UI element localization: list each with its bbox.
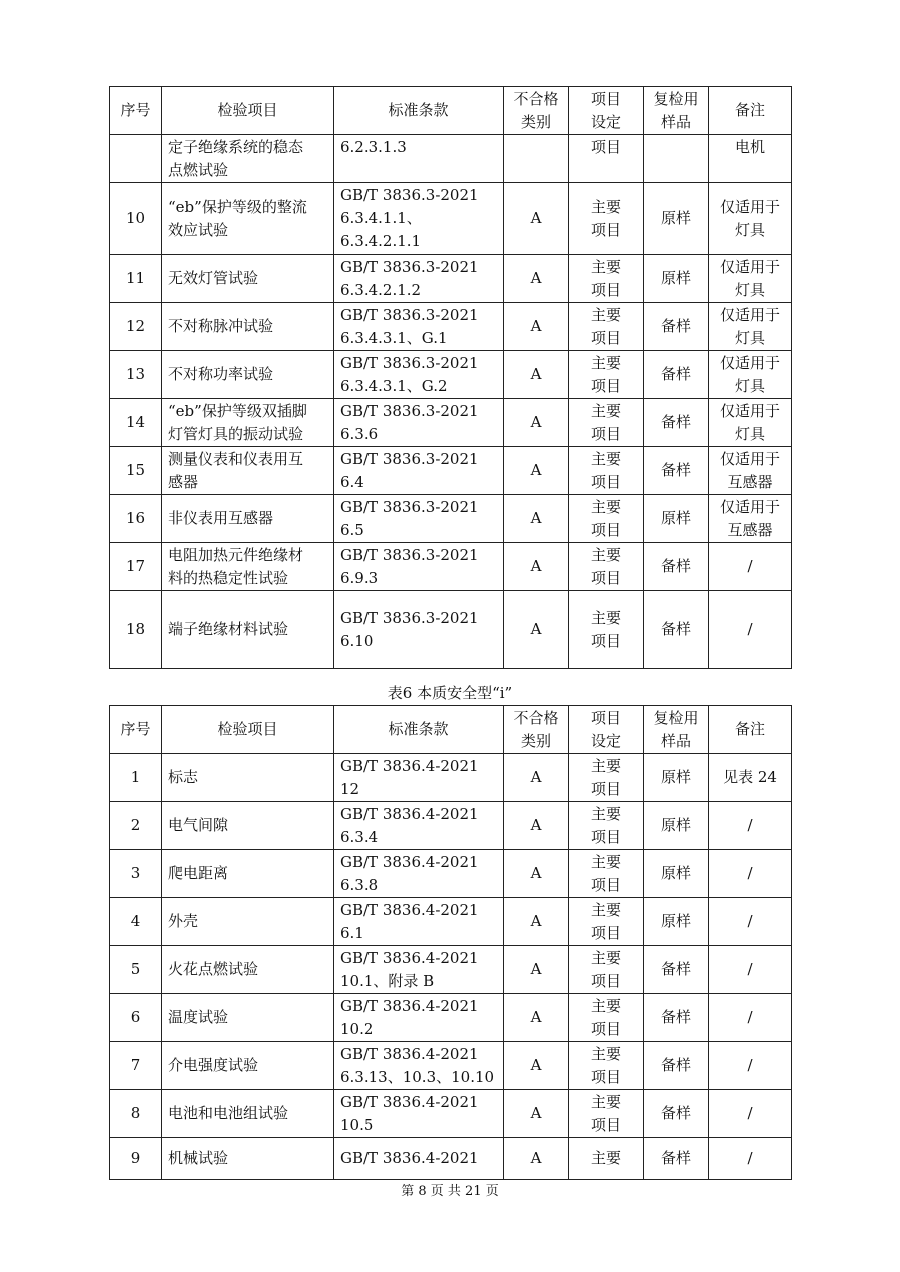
cell-clause: GB/T 3836.4-2021 10.2 <box>334 994 504 1042</box>
cell-setting: 主要 项目 <box>569 754 644 802</box>
cell-no: 9 <box>110 1138 162 1180</box>
cell-clause: GB/T 3836.3-2021 6.9.3 <box>334 543 504 591</box>
cell-setting: 主要 项目 <box>569 994 644 1042</box>
cell-no: 16 <box>110 495 162 543</box>
cell-setting: 主要 <box>569 1138 644 1180</box>
cell-category: A <box>504 850 569 898</box>
cell-sample: 原样 <box>644 898 709 946</box>
cell-sample: 原样 <box>644 754 709 802</box>
cell-remark: 仅适用于 灯具 <box>709 255 792 303</box>
cell-clause: GB/T 3836.3-2021 6.3.6 <box>334 399 504 447</box>
cell-item: 无效灯管试验 <box>162 255 334 303</box>
cell-no: 2 <box>110 802 162 850</box>
header-item: 检验项目 <box>162 706 334 754</box>
cell-no: 12 <box>110 303 162 351</box>
cell-category: A <box>504 1090 569 1138</box>
cell-remark: 电机 <box>709 135 792 183</box>
intrinsic-safety-table <box>109 705 792 1180</box>
cell-item: 不对称脉冲试验 <box>162 303 334 351</box>
cell-no: 5 <box>110 946 162 994</box>
cell-no: 7 <box>110 1042 162 1090</box>
header-category: 不合格 类别 <box>504 87 569 135</box>
cell-setting: 主要 项目 <box>569 802 644 850</box>
header-sample: 复检用 样品 <box>644 706 709 754</box>
cell-remark: / <box>709 1090 792 1138</box>
cell-remark: 仅适用于 灯具 <box>709 351 792 399</box>
cell-clause: GB/T 3836.3-2021 6.3.4.1.1、 6.3.4.2.1.1 <box>334 183 504 255</box>
header-category: 不合格 类别 <box>504 706 569 754</box>
table-row <box>110 754 792 802</box>
cell-item: 机械试验 <box>162 1138 334 1180</box>
cell-no: 1 <box>110 754 162 802</box>
table-row <box>110 495 792 543</box>
cell-remark: / <box>709 994 792 1042</box>
cell-category: A <box>504 898 569 946</box>
cell-remark: / <box>709 591 792 669</box>
cell-category <box>504 135 569 183</box>
cell-setting: 主要 项目 <box>569 543 644 591</box>
cell-remark: / <box>709 543 792 591</box>
cell-category: A <box>504 802 569 850</box>
cell-item: 介电强度试验 <box>162 1042 334 1090</box>
cell-sample: 备样 <box>644 303 709 351</box>
table-row <box>110 850 792 898</box>
cell-no: 3 <box>110 850 162 898</box>
table-row <box>110 255 792 303</box>
cell-item: 电气间隙 <box>162 802 334 850</box>
cell-no: 15 <box>110 447 162 495</box>
cell-clause: GB/T 3836.3-2021 6.3.4.3.1、G.1 <box>334 303 504 351</box>
header-clause: 标准条款 <box>334 706 504 754</box>
cell-item: 定子绝缘系统的稳态 点燃试验 <box>162 135 334 183</box>
cell-clause: GB/T 3836.4-2021 6.3.4 <box>334 802 504 850</box>
cell-sample: 备样 <box>644 1090 709 1138</box>
cell-clause: GB/T 3836.4-2021 6.3.13、10.3、10.10 <box>334 1042 504 1090</box>
cell-item: “eb”保护等级的整流 效应试验 <box>162 183 334 255</box>
cell-no: 6 <box>110 994 162 1042</box>
cell-item: 标志 <box>162 754 334 802</box>
cell-item: 端子绝缘材料试验 <box>162 591 334 669</box>
cell-remark: 仅适用于 灯具 <box>709 183 792 255</box>
cell-clause: GB/T 3836.3-2021 6.10 <box>334 591 504 669</box>
table-row <box>110 994 792 1042</box>
cell-sample: 备样 <box>644 994 709 1042</box>
cell-setting: 项目 <box>569 135 644 183</box>
cell-item: 测量仪表和仪表用互 感器 <box>162 447 334 495</box>
cell-no: 13 <box>110 351 162 399</box>
cell-category: A <box>504 946 569 994</box>
header-remark: 备注 <box>709 706 792 754</box>
page-footer: 第 8 页 共 21 页 <box>401 1184 499 1199</box>
cell-category: A <box>504 543 569 591</box>
cell-clause: GB/T 3836.4-2021 6.3.8 <box>334 850 504 898</box>
cell-no: 18 <box>110 591 162 669</box>
cell-sample <box>644 135 709 183</box>
cell-setting: 主要 项目 <box>569 447 644 495</box>
cell-item: 外壳 <box>162 898 334 946</box>
cell-remark: / <box>709 802 792 850</box>
table1-header-row <box>110 87 792 135</box>
cell-clause: GB/T 3836.4-2021 <box>334 1138 504 1180</box>
table-caption: 表6 本质安全型“i” <box>387 684 513 702</box>
table-row <box>110 946 792 994</box>
cell-no: 4 <box>110 898 162 946</box>
header-sample: 复检用 样品 <box>644 87 709 135</box>
table-row <box>110 1042 792 1090</box>
cell-remark: 仅适用于 灯具 <box>709 399 792 447</box>
cell-setting: 主要 项目 <box>569 1042 644 1090</box>
cell-sample: 备样 <box>644 399 709 447</box>
table-row <box>110 1090 792 1138</box>
cell-remark: / <box>709 946 792 994</box>
cell-sample: 备样 <box>644 447 709 495</box>
cell-remark: 仅适用于 互感器 <box>709 495 792 543</box>
cell-sample: 原样 <box>644 495 709 543</box>
cell-no: 8 <box>110 1090 162 1138</box>
cell-clause: GB/T 3836.4-2021 10.1、附录 B <box>334 946 504 994</box>
cell-clause: GB/T 3836.3-2021 6.3.4.3.1、G.2 <box>334 351 504 399</box>
cell-clause: GB/T 3836.3-2021 6.5 <box>334 495 504 543</box>
cell-setting: 主要 项目 <box>569 399 644 447</box>
header-no: 序号 <box>110 706 162 754</box>
cell-item: 电阻加热元件绝缘材 料的热稳定性试验 <box>162 543 334 591</box>
table-row <box>110 303 792 351</box>
cell-setting: 主要 项目 <box>569 591 644 669</box>
cell-category: A <box>504 447 569 495</box>
cell-item: 爬电距离 <box>162 850 334 898</box>
table-row <box>110 447 792 495</box>
cell-setting: 主要 项目 <box>569 183 644 255</box>
table1-body <box>110 87 792 669</box>
table-row <box>110 135 792 183</box>
table-row <box>110 802 792 850</box>
cell-sample: 备样 <box>644 1042 709 1090</box>
cell-setting: 主要 项目 <box>569 303 644 351</box>
cell-setting: 主要 项目 <box>569 898 644 946</box>
header-clause: 标准条款 <box>334 87 504 135</box>
cell-sample: 原样 <box>644 255 709 303</box>
header-setting: 项目 设定 <box>569 87 644 135</box>
cell-clause: GB/T 3836.4-2021 12 <box>334 754 504 802</box>
cell-no: 17 <box>110 543 162 591</box>
cell-sample: 备样 <box>644 1138 709 1180</box>
cell-item: 电池和电池组试验 <box>162 1090 334 1138</box>
cell-sample: 原样 <box>644 850 709 898</box>
header-remark: 备注 <box>709 87 792 135</box>
cell-setting: 主要 项目 <box>569 1090 644 1138</box>
table2-body <box>110 706 792 1180</box>
cell-item: 温度试验 <box>162 994 334 1042</box>
cell-no: 11 <box>110 255 162 303</box>
cell-remark: / <box>709 898 792 946</box>
header-setting: 项目 设定 <box>569 706 644 754</box>
cell-remark: 见表 24 <box>709 754 792 802</box>
cell-remark: / <box>709 1138 792 1180</box>
table-row <box>110 898 792 946</box>
cell-category: A <box>504 183 569 255</box>
cell-sample: 原样 <box>644 183 709 255</box>
cell-item: “eb”保护等级双插脚 灯管灯具的振动试验 <box>162 399 334 447</box>
table2-header-row <box>110 706 792 754</box>
cell-clause: GB/T 3836.3-2021 6.3.4.2.1.2 <box>334 255 504 303</box>
cell-remark: / <box>709 1042 792 1090</box>
cell-clause: GB/T 3836.4-2021 10.5 <box>334 1090 504 1138</box>
cell-category: A <box>504 591 569 669</box>
cell-setting: 主要 项目 <box>569 946 644 994</box>
cell-remark: 仅适用于 互感器 <box>709 447 792 495</box>
table-row <box>110 591 792 669</box>
cell-item: 非仪表用互感器 <box>162 495 334 543</box>
table-row <box>110 543 792 591</box>
cell-category: A <box>504 1138 569 1180</box>
cell-category: A <box>504 754 569 802</box>
cell-sample: 备样 <box>644 543 709 591</box>
table-row <box>110 183 792 255</box>
cell-sample: 备样 <box>644 351 709 399</box>
header-no: 序号 <box>110 87 162 135</box>
table-row <box>110 351 792 399</box>
cell-setting: 主要 项目 <box>569 351 644 399</box>
table-row <box>110 1138 792 1180</box>
header-item: 检验项目 <box>162 87 334 135</box>
cell-item: 火花点燃试验 <box>162 946 334 994</box>
cell-setting: 主要 项目 <box>569 255 644 303</box>
cell-category: A <box>504 255 569 303</box>
cell-category: A <box>504 495 569 543</box>
cell-sample: 原样 <box>644 802 709 850</box>
cell-category: A <box>504 1042 569 1090</box>
inspection-table-continued <box>109 86 792 669</box>
table-row <box>110 399 792 447</box>
cell-no <box>110 135 162 183</box>
cell-clause: GB/T 3836.4-2021 6.1 <box>334 898 504 946</box>
cell-clause: GB/T 3836.3-2021 6.4 <box>334 447 504 495</box>
cell-setting: 主要 项目 <box>569 495 644 543</box>
cell-setting: 主要 项目 <box>569 850 644 898</box>
cell-sample: 备样 <box>644 591 709 669</box>
cell-sample: 备样 <box>644 946 709 994</box>
cell-category: A <box>504 303 569 351</box>
cell-category: A <box>504 351 569 399</box>
cell-clause: 6.2.3.1.3 <box>334 135 504 183</box>
cell-item: 不对称功率试验 <box>162 351 334 399</box>
cell-remark: 仅适用于 灯具 <box>709 303 792 351</box>
cell-remark: / <box>709 850 792 898</box>
cell-category: A <box>504 399 569 447</box>
cell-no: 14 <box>110 399 162 447</box>
cell-category: A <box>504 994 569 1042</box>
cell-no: 10 <box>110 183 162 255</box>
